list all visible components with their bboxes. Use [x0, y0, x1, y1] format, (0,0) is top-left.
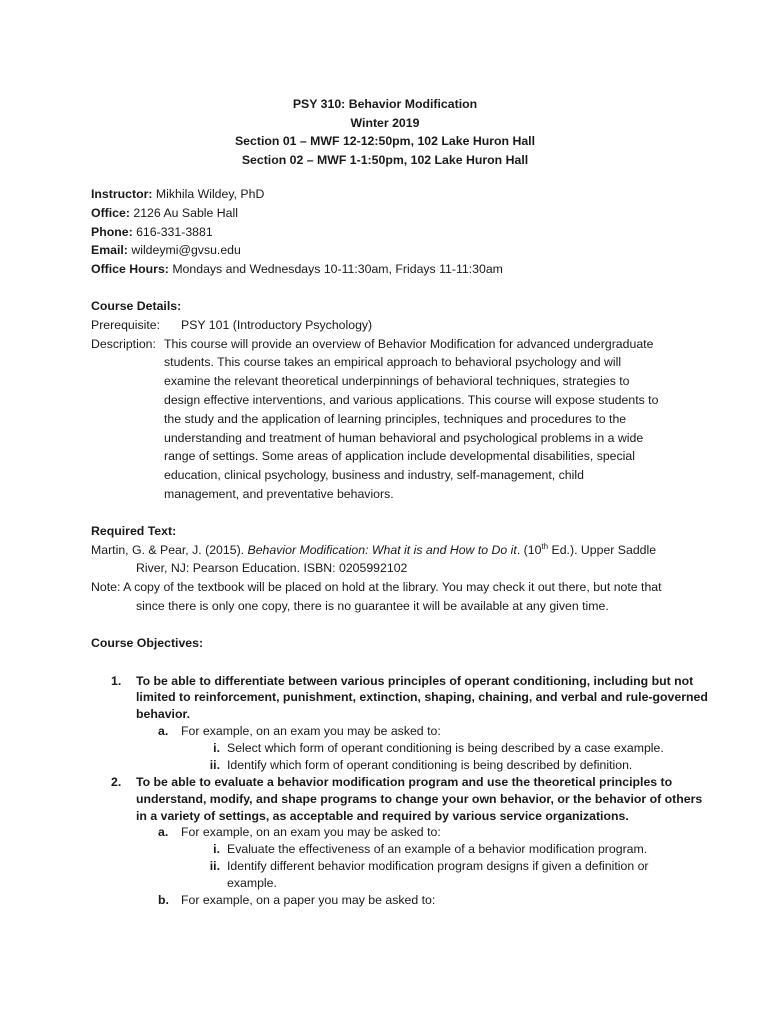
instructor-name: Mikhila Wildey, PhD — [155, 187, 265, 201]
description-line: education, clinical psychology, business and industry, self-management, child — [164, 468, 584, 483]
section-2: Section 02 – MWF 1-1:50pm, 102 Lake Huron Hall — [241, 152, 529, 167]
objective-text: limited to reinforcement, punishment, extinction, shaping, chaining, and verbal and rule-governed — [136, 690, 708, 705]
course-title: PSY 310: Behavior Modification — [292, 97, 478, 111]
prerequisite-line — [91, 316, 691, 335]
objective-number: 1. — [111, 673, 122, 688]
description-line: understanding and treatment of human behavioral and psychological problems in a wide — [164, 430, 644, 445]
description-line: examine the relevant theoretical underpinnings of behavioral techniques, strategies to — [164, 374, 630, 389]
textbook-note-cont: since there is only one copy, there is no guarantee it will be available at any given time. — [136, 598, 609, 613]
objective-item — [91, 673, 708, 723]
office-hours-line: Office Hours: Mondays and Wednesdays 10-11:30am, Fridays 11-11:30am — [91, 262, 503, 277]
objective-subitem: b. For example, on a paper you may be asked to: — [158, 893, 436, 908]
instructor-line: Instructor: Mikhila Wildey, PhD — [91, 187, 265, 201]
required-text-heading: Required Text: — [91, 523, 177, 538]
section-1: Section 01 – MWF 12-12:50pm, 102 Lake Huron Hall — [234, 134, 535, 148]
phone-line: Phone: 616-331-3881 — [91, 224, 213, 239]
objective-text: behavior. — [136, 707, 190, 722]
email-line: Email: wildeymi@gvsu.edu — [91, 243, 241, 258]
objective-text: understand, modify, and shape programs to change your own behavior, or the behavior of others — [136, 791, 703, 806]
email-address: wildeymi@gvsu.edu — [131, 243, 241, 258]
objective-subsubitem: ii. Identify different behavior modification program designs if given a definition or — [209, 859, 649, 874]
textbook-title: Behavior Modification: What it is and How to Do it — [247, 542, 517, 557]
description-line: the study and the application of learning principles, techniques and procedures to the — [164, 411, 627, 426]
syllabus-header — [0, 95, 770, 169]
office-hours: Mondays and Wednesdays 10-11:30am, Fridays 11-11:30am — [172, 262, 503, 277]
objective-subitem: a. For example, on an exam you may be asked to: — [158, 723, 441, 738]
objective-subitem: a. For example, on an exam you may be asked to: — [158, 825, 441, 840]
description-line: management, and preventative behaviors. — [164, 486, 394, 501]
description-line: This course will provide an overview of Behavior Modification for advanced undergraduate — [164, 336, 654, 351]
description-line: students. This course takes an empirical approach to behavioral psychology and will — [164, 355, 622, 370]
objective-number: 2. — [111, 774, 122, 789]
description-label: Description: — [91, 336, 156, 351]
objective-item — [91, 774, 703, 824]
objective-subsubitem: i. Select which form of operant conditioning is being described by a case example. — [213, 740, 664, 755]
objective-subsubitem-cont: example. — [227, 876, 277, 891]
prerequisite-label: Prerequisite: — [91, 317, 161, 332]
office-location: 2126 Au Sable Hall — [133, 205, 238, 220]
objective-text: To be able to differentiate between various principles of operant conditioning, including but not — [136, 673, 694, 688]
description-line: design effective interventions, and various applications. This course will expose students to — [164, 392, 659, 407]
textbook-citation-cont: River, NJ: Pearson Education. ISBN: 0205992102 — [136, 561, 408, 576]
office-line: Office: 2126 Au Sable Hall — [91, 205, 238, 220]
course-objectives-heading: Course Objectives: — [91, 635, 204, 650]
syllabus-body — [91, 185, 708, 909]
objective-text: in a variety of settings, as acceptable and required by various service organizations. — [136, 808, 629, 823]
textbook-citation: Martin, G. & Pear, J. (2015). Behavior Modification: What it is and How to Do it. (10th Ed.). Upper Saddle — [91, 541, 657, 557]
textbook-note: Note: A copy of the textbook will be placed on hold at the library. You may check it out there, but note that — [91, 580, 662, 595]
description-block — [91, 335, 691, 504]
objective-subsubitem: ii. Identify which form of operant conditioning is being described by definition. — [209, 757, 633, 772]
course-term: Winter 2019 — [350, 115, 420, 130]
course-details-heading: Course Details: — [91, 298, 182, 313]
prerequisite-value: PSY 101 (Introductory Psychology) — [181, 317, 373, 332]
objective-subsubitem: i. Evaluate the effectiveness of an example of a behavior modification program. — [213, 842, 648, 857]
objective-text: To be able to evaluate a behavior modification program and use the theoretical principles to — [136, 774, 673, 789]
description-line: range of settings. Some areas of application include developmental disabilities, special — [164, 449, 635, 464]
phone-number: 616-331-3881 — [136, 224, 213, 239]
